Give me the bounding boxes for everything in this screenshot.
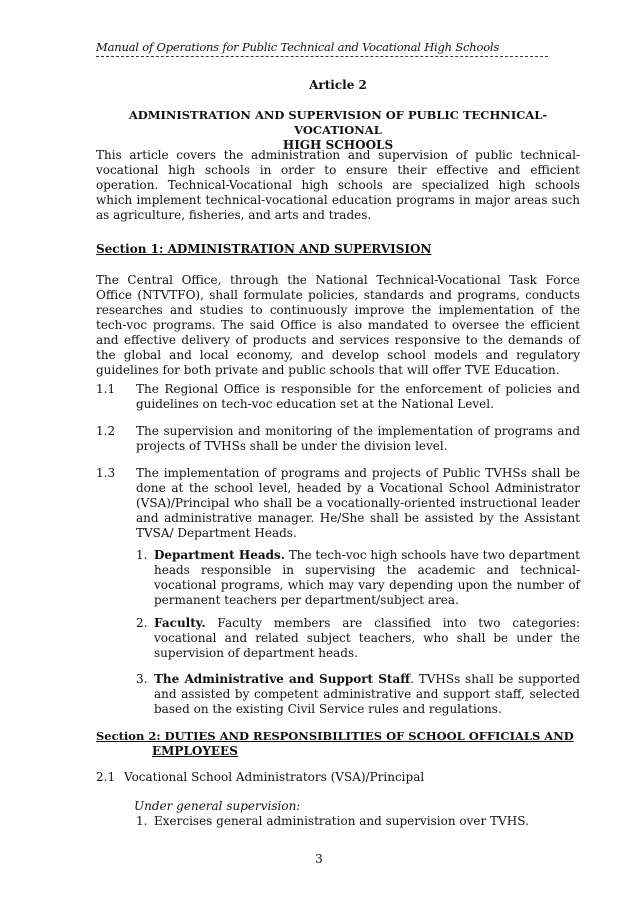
subitem-title: The Administrative and Support Staff — [154, 672, 411, 686]
section1-heading: Section 1: ADMINISTRATION AND SUPERVISION — [96, 242, 432, 256]
running-header: Manual of Operations for Public Technical and Vocational High Schools — [96, 40, 500, 54]
article-heading-line1: ADMINISTRATION AND SUPERVISION OF PUBLIC TECHNICAL-VOCATIONAL — [128, 108, 548, 137]
item-text: The implementation of programs and projects of Public TVHSs shall be done at the school level, headed by a Vocational School Administrator (VSA)/Principal who shall be a vocationally-oriented instructional leader and administrative manager. He/She shall be assisted by the Assistant TVSA/ Department Heads. — [136, 466, 580, 540]
article-label: Article 2 — [309, 78, 367, 92]
page-number: 3 — [315, 852, 323, 866]
item-number: 1.3 — [96, 466, 116, 480]
item-number: 1.2 — [96, 424, 116, 438]
section1-body: The Central Office, through the National Technical-Vocational Task Force Office (NTVTFO), shall formulate policies, standards and programs, conducts researches and studies to continuously improve the implementation of the tech-voc programs. The said Office is also mandated to oversee the efficient and effective delivery of products and services responsive to the demands of the global and local economy, and develop school models and regulatory guidelines for both private and public schools that will offer TVE Education. — [96, 273, 580, 377]
duty-text: Exercises general administration and supervision over TVHS. — [154, 814, 529, 828]
subitem-admin-staff — [136, 672, 580, 717]
section2-heading-line2: EMPLOYEES — [152, 744, 238, 758]
item-text: The Regional Office is responsible for the enforcement of policies and guidelines on tech-voc education set at the National Level. — [136, 382, 580, 411]
article-intro: This article covers the administration and supervision of public technical-vocational high schools in order to ensure their effective and efficient operation. Technical-Vocational high schools are specialized high schools which implement technical-vocational education programs in major areas such as agriculture, fisheries, and arts and trades. — [96, 148, 580, 222]
subitem-text: The tech-voc high schools have two department heads responsible in supervising the academic and technical-vocational programs, which may vary depending upon the number of permanent teachers per department/subject area. — [154, 548, 580, 607]
duty-number: 1. — [136, 814, 148, 828]
supervision-label: Under general supervision: — [134, 799, 301, 813]
subitem-number: 2. — [136, 616, 148, 630]
item-number: 1.1 — [96, 382, 116, 396]
item-number: 2.1 — [96, 770, 116, 784]
subitem-text: . TVHSs shall be supported and assisted by competent administrative and support staff, selected based on the existing Civil Service rules and regulations. — [154, 672, 580, 716]
subitem-faculty — [136, 616, 580, 661]
item-text: Vocational School Administrators (VSA)/Principal — [124, 770, 425, 784]
subitem-title: Department Heads. — [154, 548, 285, 562]
subitem-text: Faculty members are classified into two categories: vocational and related subject teachers, who shall be under the supervision of department heads. — [154, 616, 580, 660]
subitem-number: 1. — [136, 548, 148, 562]
article-heading — [96, 108, 580, 153]
subitem-number: 3. — [136, 672, 148, 686]
section2-heading-line1: Section 2: DUTIES AND RESPONSIBILITIES OF SCHOOL OFFICIALS AND — [96, 729, 574, 743]
subitem-title: Faculty. — [154, 616, 206, 630]
item-text: The supervision and monitoring of the implementation of programs and projects of TVHSs shall be under the division level. — [136, 424, 580, 453]
subitem-department-heads — [136, 548, 580, 608]
header-divider — [96, 56, 548, 57]
article-heading-line2: HIGH SCHOOLS — [282, 138, 394, 152]
